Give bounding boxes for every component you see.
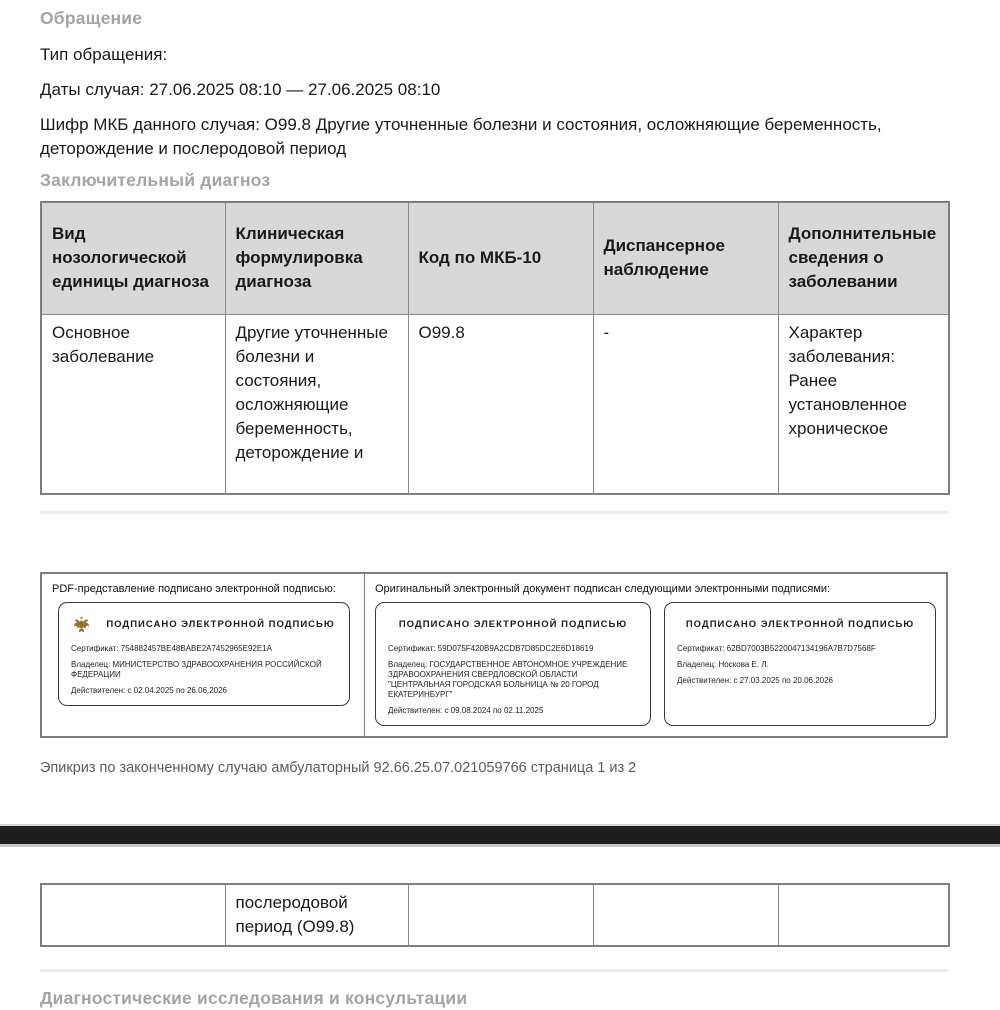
page-separator-shadow [0, 844, 1000, 847]
stamp-title: ПОДПИСАНО ЭЛЕКТРОННОЙ ПОДПИСЬЮ [106, 619, 335, 630]
stamp-certificate: Сертификат: 62BD7003B5220047134196A7B7D7568F [677, 644, 876, 653]
page-separator-bar [0, 826, 1000, 844]
stamp-title: ПОДПИСАНО ЭЛЕКТРОННОЙ ПОДПИСЬЮ [398, 619, 628, 630]
cell-clinical-formulation: Другие уточненные болезни и состояния, осложняющие беременность, деторождение и [225, 314, 408, 494]
signature-stamp [58, 602, 350, 706]
cell-additional-info: Характер заболевания: Ранее установленное хроническое [778, 314, 949, 494]
stamp-validity: Действителен: с 27.03.2025 по 20.06.2026 [677, 676, 833, 685]
section-heading-diagnostics: Диагностические исследования и консультации [40, 988, 468, 1008]
appeal-dates-line: Даты случая: 27.06.2025 08:10 — 27.06.2025 08:10 [40, 80, 441, 99]
col-header-dispensary-observation: Диспансерное наблюдение [593, 202, 778, 314]
final-diagnosis-table [40, 201, 950, 495]
appeal-type-line: Тип обращения: [40, 45, 168, 64]
signature-stamp [375, 602, 651, 726]
section-heading-final-diagnosis: Заключительный диагноз [40, 170, 271, 190]
col-header-clinical-formulation: Клиническая формулировка диагноза [225, 202, 408, 314]
pdf-signature-caption: PDF-представление подписано электронной подписью: [52, 583, 336, 595]
table-row [41, 314, 949, 494]
original-signatures-section [365, 574, 946, 736]
pdf-signature-section [42, 574, 365, 736]
cell-icd10-code: O99.8 [408, 314, 593, 494]
final-diagnosis-table-continuation [40, 883, 950, 947]
stamp-certificate: Сертификат: 754882457BE48BABE2A7452965E92E1A [71, 644, 272, 653]
page-footer-line: Эпикриз по законченному случаю амбулаторный 92.66.25.07.021059766 страница 1 из 2 [40, 760, 637, 776]
cell-clinical-formulation-continued: послеродовой период (O99.8) [225, 884, 408, 946]
divider [40, 511, 948, 514]
stamp-validity: Действителен: с 02.04.2025 по 26.06.2026 [71, 686, 227, 695]
appeal-icd-line: Шифр МКБ данного случая: O99.8 Другие уточненные болезни и состояния, осложняющие беременность, деторождение и послеродовой период [40, 115, 882, 158]
col-header-icd10-code: Код по МКБ-10 [408, 202, 593, 314]
cell-nosology-type: Основное заболевание [41, 314, 225, 494]
section-heading-appeal: Обращение [40, 8, 143, 28]
stamp-validity: Действителен: с 09.08.2024 по 02.11.2025 [388, 706, 544, 715]
signature-stamp [664, 602, 936, 726]
stamp-certificate: Сертификат: 59D075F420B9A2CDB7D85DC2E6D18619 [388, 644, 594, 653]
col-header-additional-info: Дополнительные сведения о заболевании [778, 202, 949, 314]
table-continuation-row [41, 884, 949, 946]
russian-coat-of-arms-icon [73, 616, 90, 634]
signatures-panel [40, 572, 948, 738]
cell-empty [593, 884, 778, 946]
cell-empty [408, 884, 593, 946]
cell-empty [41, 884, 225, 946]
stamp-owner: Владелец: ГОСУДАРСТВЕННОЕ АВТОНОМНОЕ УЧРЕЖДЕНИЕ ЗДРАВООХРАНЕНИЯ СВЕРДЛОВСКОЙ ОБЛАСТИ "ЦЕНТРАЛЬНАЯ ГОРОДСКАЯ БОЛЬНИЦА № 20 ГОРОД ЕКАТЕРИНБУРГ" [388, 660, 628, 699]
col-header-nosology-type: Вид нозологической единицы диагноза [41, 202, 225, 314]
page-separator [0, 824, 1000, 847]
stamp-owner: Владелец: МИНИСТЕРСТВО ЗДРАВООХРАНЕНИЯ РОССИЙСКОЙ ФЕДЕРАЦИИ [71, 660, 322, 679]
table-header-row [41, 202, 949, 314]
cell-dispensary-observation: - [593, 314, 778, 494]
stamp-owner: Владелец: Носкова Е. Л. [677, 660, 769, 669]
original-signatures-caption: Оригинальный электронный документ подписан следующими электронными подписями: [375, 583, 831, 595]
divider [40, 969, 948, 972]
stamp-title: ПОДПИСАНО ЭЛЕКТРОННОЙ ПОДПИСЬЮ [685, 619, 915, 630]
cell-empty [778, 884, 949, 946]
